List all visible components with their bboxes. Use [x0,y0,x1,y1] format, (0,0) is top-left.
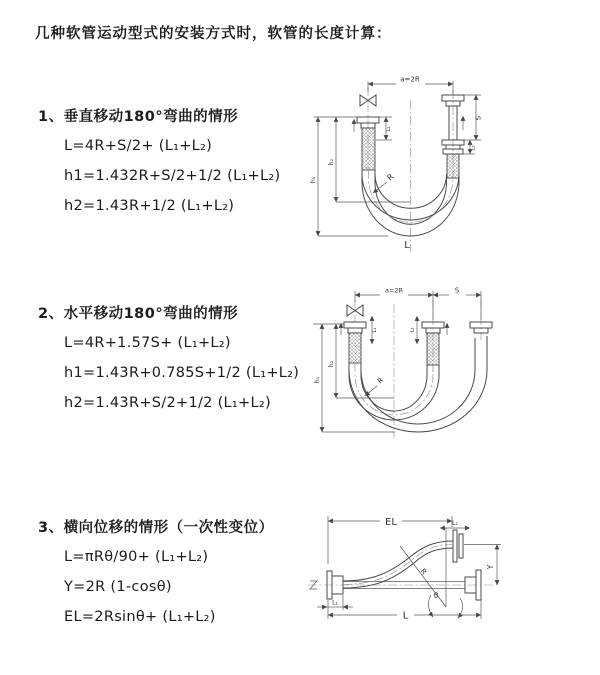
diagram-vertical-180-bend [310,70,590,260]
diagram-horizontal-180-bend [310,280,590,460]
dim-label-el: EL [385,517,397,528]
section-3-formula-L: L=πRθ/90+ (L₁+L₂) [64,549,209,565]
radius-label: R [385,172,396,183]
dim-label-h2: h₂ [328,158,335,166]
section-1-formula-h2: h2=1.43R+1/2 (L₁+L₂) [64,198,235,214]
dim-label-l2: L₂ [409,327,416,333]
section-2-heading: 2、水平移动180°弯曲的情形 [38,306,239,322]
dim-label-s: S [474,115,483,121]
dim-label-s: S [454,286,460,295]
dim-label-a2r: a=2R [400,75,420,84]
page-title: 几种软管运动型式的安装方式时，软管的长度计算： [35,26,392,42]
dim-label-l1: L₁ [332,599,338,607]
section-1-heading: 1、垂直移动180°弯曲的情形 [38,109,239,125]
dim-label-l1: L₁ [386,126,392,132]
section-1-formula-h1: h1=1.432R+S/2+1/2 (L₁+L₂) [64,168,281,184]
length-label: L [404,240,410,251]
dim-label-y: Y [486,564,495,570]
section-3-heading: 3、横向位移的情形（一次性变位） [38,520,274,536]
dim-label-a2r: a=2R [384,286,404,295]
diagram-lateral-displacement [300,500,600,650]
dim-label-l1: L₁ [372,327,378,333]
dim-label-h1: h₁ [314,376,321,384]
hose-drawing-1 [314,81,481,252]
hose-drawing-2 [313,291,492,438]
radius-label: R [418,566,429,577]
section-2-formula-h2: h2=1.43R+S/2+1/2 (L₁+L₂) [64,395,271,411]
dim-label-l2: L₂ [470,145,477,151]
length-label: L [402,610,409,622]
section-3-formula-Y: Y=2R (1-cosθ) [64,579,172,595]
dim-label-l2: L₂ [452,520,458,527]
angle-label: θ [433,591,439,600]
section-2-formula-L: L=4R+1.57S+ (L₁+L₂) [64,335,231,351]
dim-label-h2: h₂ [328,360,335,368]
dim-label-h1: h₁ [310,176,317,184]
section-3-formula-EL: EL=2Rsinθ+ (L₁+L₂) [64,609,216,625]
section-2-formula-h1: h1=1.43R+0.785S+1/2 (L₁+L₂) [64,365,300,381]
radius-label: R [376,376,386,386]
section-1-formula-L: L=4R+S/2+ (L₁+L₂) [64,138,213,154]
